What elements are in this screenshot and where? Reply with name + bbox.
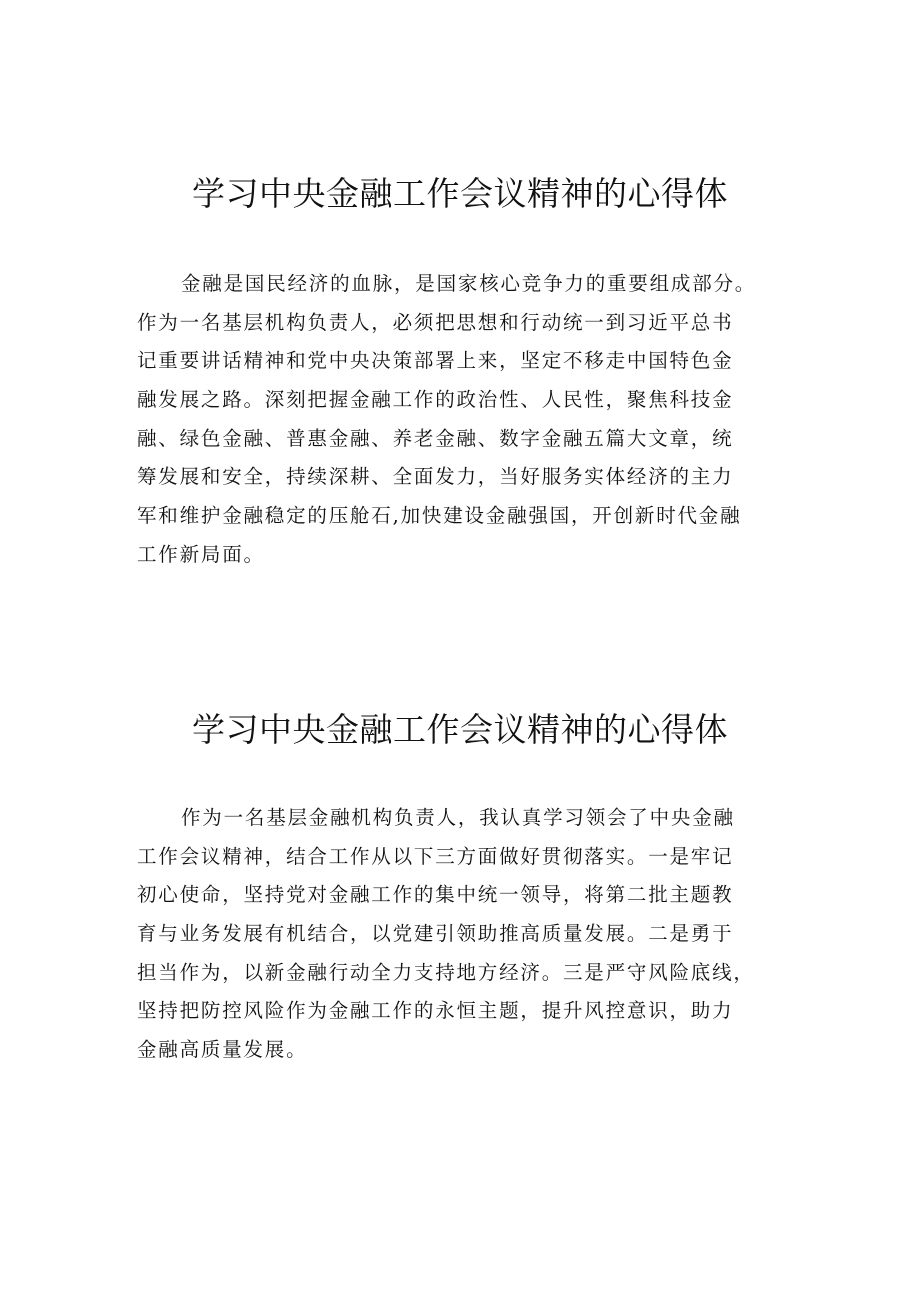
paragraph-line: 作为一名基层机构负责人，必须把思想和行动统一到习近平总书 [137,310,734,334]
section-title-1: 学习中央金融工作会议精神的心得体 [192,174,728,213]
section-body-2 [137,799,817,1070]
paragraph-line: 初心使命，坚持党对金融工作的集中统一领导，将第二批主题教 [137,883,734,907]
paragraph-line: 军和维护金融稳定的压舱石,加快建设金融强国，开创新时代金融 [137,504,742,528]
paragraph-line: 金融是国民经济的血脉，是国家核心竞争力的重要组成部分。 [181,272,757,295]
paragraph-line: 工作新局面。 [137,542,265,566]
paragraph-line: 记重要讲话精神和党中央决策部署上来，坚定不移走中国特色金 [137,349,734,373]
paragraph-line: 筹发展和安全，持续深耕、全面发力，当好服务实体经济的主力 [137,465,734,489]
section-title-2: 学习中央金融工作会议精神的心得体 [192,710,728,749]
paragraph-line: 金融高质量发展。 [137,1038,308,1062]
paragraph-line: 育与业务发展有机结合，以党建引领助推高质量发展。二是勇于 [137,922,734,946]
section-body-1 [137,265,817,575]
paragraph-line: 融、绿色金融、普惠金融、养老金融、数字金融五篇大文章，统 [137,426,734,450]
paragraph-line: 作为一名基层金融机构负责人，我认真学习领会了中央金融 [181,806,735,829]
paragraph-line: 坚持把防控风险作为金融工作的永恒主题，提升风控意识，助力 [137,999,734,1023]
paragraph-line: 工作会议精神，结合工作从以下三方面做好贯彻落实。一是牢记 [137,844,734,868]
paragraph-line: 融发展之路。深刻把握金融工作的政治性、人民性，聚焦科技金 [137,388,734,412]
paragraph-line: 担当作为，以新金融行动全力支持地方经济。三是严守风险底线， [137,960,755,984]
